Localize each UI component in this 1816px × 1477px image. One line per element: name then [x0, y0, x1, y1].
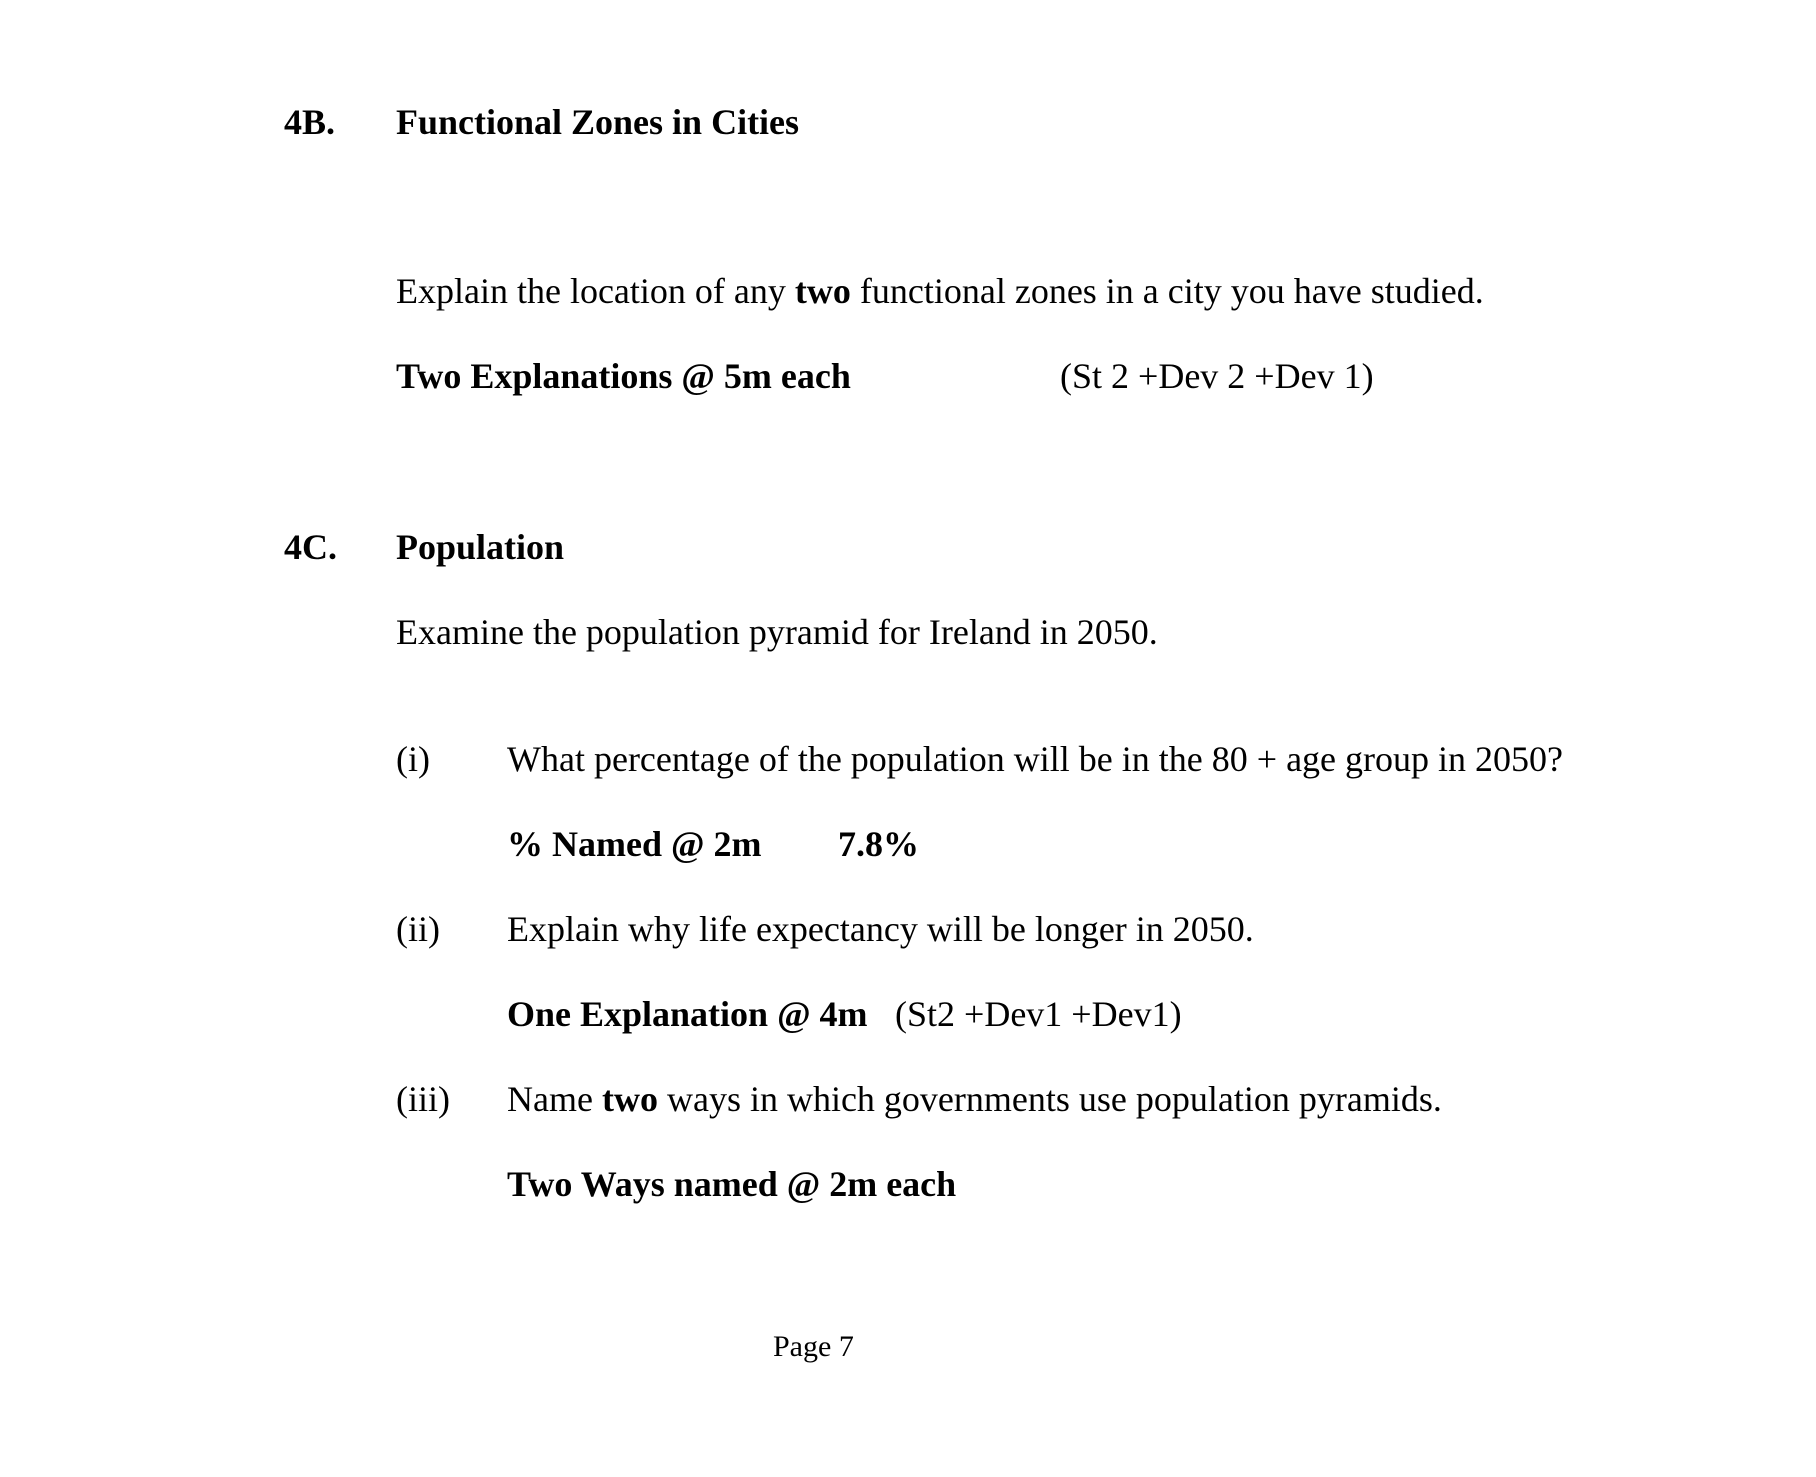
- section-4b-title: Functional Zones in Cities: [396, 102, 800, 142]
- part-i-question: What percentage of the population will be in the 80 + age group in 2050?: [507, 739, 1563, 779]
- section-4b-breakdown: (St 2 +Dev 2 +Dev 1): [1060, 356, 1374, 396]
- part-i-marking: % Named @ 2m: [507, 824, 762, 864]
- part-i-label: (i): [396, 739, 430, 779]
- section-4b-marking: Two Explanations @ 5m each: [396, 356, 851, 396]
- part-ii-label: (ii): [396, 909, 440, 949]
- part-i-answer: 7.8%: [838, 824, 919, 864]
- part-iii-question-after: ways in which governments use population pyramids.: [657, 1079, 1442, 1119]
- section-4b-question: [396, 273, 1484, 309]
- part-iii-question-before: Name: [507, 1079, 602, 1119]
- part-iii-marking: Two Ways named @ 2m each: [507, 1164, 957, 1204]
- section-4b-question-after: functional zones in a city you have studied.: [850, 271, 1484, 311]
- section-4b-number: 4B.: [284, 102, 336, 142]
- section-4c-title: Population: [396, 527, 565, 567]
- part-iii-question-emphasis: two: [601, 1079, 658, 1119]
- section-4c-number: 4C.: [284, 527, 337, 567]
- part-ii-breakdown: (St2 +Dev1 +Dev1): [895, 994, 1182, 1034]
- section-4b-question-before: Explain the location of any: [396, 271, 795, 311]
- part-ii-marking: One Explanation @ 4m: [507, 994, 868, 1034]
- section-4c-intro: Examine the population pyramid for Ireland in 2050.: [396, 612, 1158, 652]
- section-4b-question-emphasis: two: [794, 271, 851, 311]
- part-ii-question: Explain why life expectancy will be longer in 2050.: [507, 909, 1254, 949]
- part-iii-label: (iii): [396, 1079, 450, 1119]
- page-number: Page 7: [773, 1330, 854, 1363]
- part-iii-question: [507, 1081, 1442, 1117]
